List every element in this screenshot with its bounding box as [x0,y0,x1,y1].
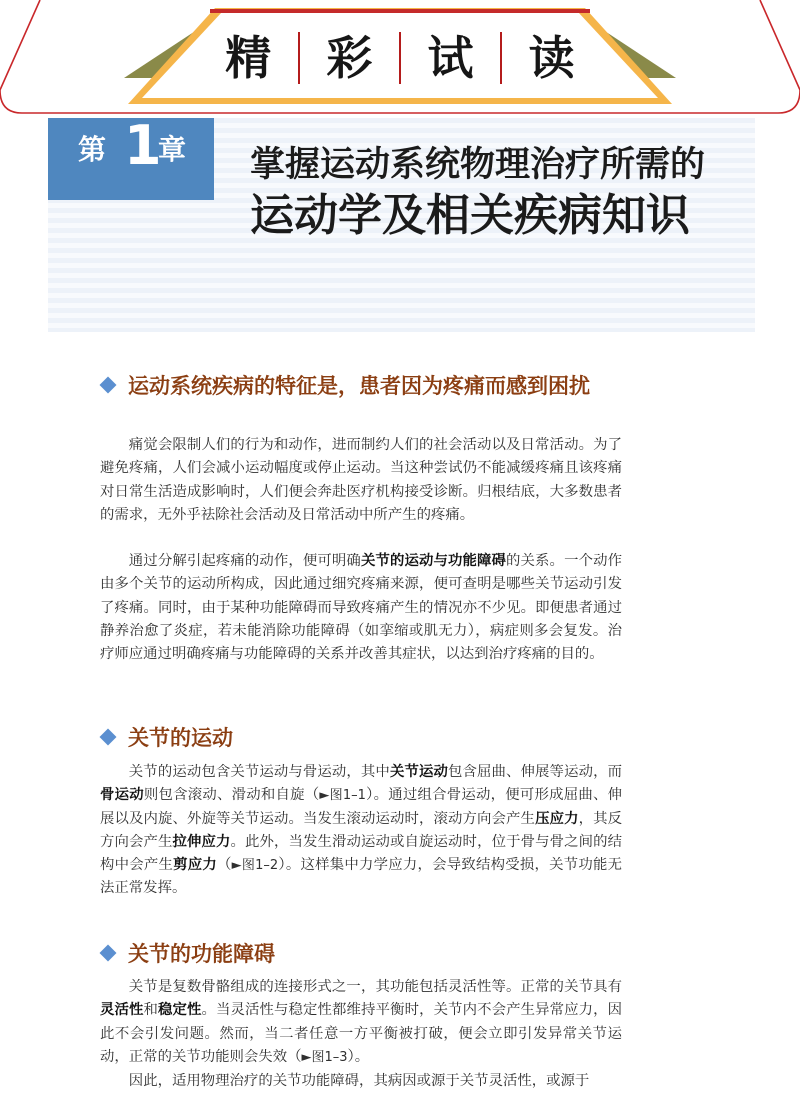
text-run: ）。通过组合骨运动，便可形成屈曲、伸展以及内旋、外旋等关节运动。当发生滚动运动时，滚动方向会产生 [100,787,622,827]
section-heading-text: 运动系统疾病的特征是，患者因为疼痛而感到困扰 [128,374,590,398]
bold-term: 关节的运动与功能障碍 [360,553,507,569]
text-run: 包含屈曲、伸展等运动，而 [448,764,622,780]
bold-term: 压应力 [535,810,579,827]
banner-separator [399,32,401,84]
section-heading-text: 关节的功能障碍 [128,942,275,966]
top-banner [0,0,800,118]
text-run: 痛觉会限制人们的行为和动作，进而制约人们的社会活动以及日常活动。为了避免疼痛，人们会减小运动幅度或停止运动。当这种尝试仍不能减缓疼痛且该疼痛对日常生活造成影响时，人们便会奔赴医疗机构接受诊断。归根结底，大多数患者的需求，无外乎祛除社会活动及日常活动中所产生的疼痛。 [100,437,622,523]
text-run: 。当灵活性与稳定性都维持平衡时，关节内不会产生异常应力，因此不会引发问题。然而，当二者任意一方平衡被打破，便会立即引发异常关节运动，正常的关节功能则会失效（ [100,1002,622,1065]
paragraph [100,1070,622,1093]
bold-term: 骨运动 [100,787,144,804]
bold-term: 关节运动 [389,764,448,780]
text-run: 和 [143,1002,159,1019]
chapter-tab [48,114,214,200]
banner-separator [298,32,300,84]
chapter-title-line-1: 掌握运动系统物理治疗所需的 [250,145,706,185]
text-run: 则包含滚动、滑动和自旋（ [143,787,320,804]
paragraph [100,976,622,1069]
banner-char-4: 读 [528,31,575,85]
text-run: 。此外，当发生滑动运动或自旋运动时，位于骨与骨之间的结构中会产生 [100,833,622,874]
bold-term: 拉伸应力 [172,833,231,850]
paragraph [100,761,622,901]
banner-separator [500,32,502,84]
chapter-title-line-2: 运动学及相关疾病知识 [250,190,690,241]
chapter-prefix: 第 [78,133,107,166]
text-run: 因此，适用物理治疗的关节功能障碍，其病因或源于关节灵活性，或源于 [128,1073,590,1089]
bold-term: 灵活性 [100,1002,144,1019]
banner-char-3: 试 [427,31,474,85]
bold-term: 稳定性 [158,1002,202,1019]
text-run: 的关系。一个动作由多个关节的运动所构成，因此通过细究疼痛来源，便可查明是哪些关节运动引发了疼痛。同时，由于某种功能障碍而导致疼痛产生的情况亦不少见。即便患者通过静养治愈了炎症，若未能消除功能障碍（如挛缩或肌无力），病症则多会复发。治疗师应通过明确疼痛与功能障碍的关系并改善其症状，以达到治疗疼痛的目的。 [100,553,622,663]
section-heading-text: 关节的运动 [128,726,233,750]
text-run: 通过分解引起疼痛的动作，便可明确 [128,553,361,569]
paragraph [100,550,622,666]
text-run: 关节的运动包含关节运动与骨运动，其中 [128,764,390,780]
chapter-suffix: 章 [158,133,187,166]
text-run: ，其反方向会产生 [100,810,622,850]
chapter-title [250,142,705,244]
banner-title [212,28,588,88]
banner-char-2: 彩 [326,31,373,85]
bold-term: 剪应力 [173,857,218,874]
text-run: （ [217,857,232,874]
text-run: ）。这样集中力学应力，会导致结构受损，关节功能无法正常发挥。 [100,857,622,897]
chapter-number: 1 [124,114,162,177]
figure-reference: ►图1–1 [319,788,366,804]
text-run: ）。 [347,1048,370,1065]
section-heading [100,940,648,968]
banner-char-1: 精 [225,31,272,85]
section-heading [100,724,648,752]
figure-reference: ►图1–3 [301,1049,348,1065]
figure-reference: ►图1–2 [231,858,279,874]
section-heading [100,372,648,400]
text-run: 关节是复数骨骼组成的连接形式之一，其功能包括灵活性等。正常的关节具有 [128,979,622,995]
paragraph [100,434,622,527]
